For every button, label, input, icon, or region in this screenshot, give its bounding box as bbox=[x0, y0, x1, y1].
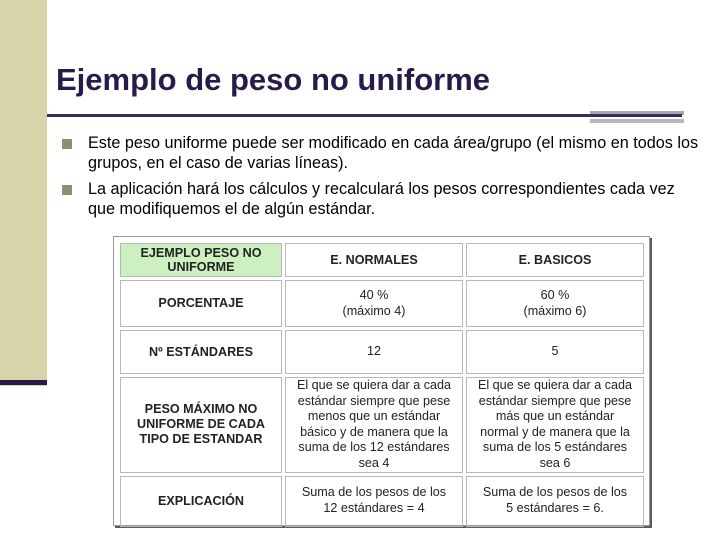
cell-line: 5 estándares = 6. bbox=[506, 501, 604, 516]
cell-line: 12 estándares = 4 bbox=[323, 501, 425, 516]
cell-line: básico y de manera que la bbox=[300, 424, 448, 439]
header-cell-basicos: E. BASICOS bbox=[466, 243, 644, 277]
row-label: PORCENTAJE bbox=[120, 280, 282, 327]
cell-line: suma de los 5 estándares bbox=[482, 440, 628, 455]
cell-line: suma de los 12 estándares bbox=[298, 440, 450, 455]
title-rule bbox=[47, 114, 682, 117]
bullet-item bbox=[62, 133, 702, 173]
cell-line: Suma de los pesos de los bbox=[482, 485, 628, 500]
slide-title: Ejemplo de peso no uniforme bbox=[56, 62, 491, 97]
cell-line: más que un estándar bbox=[495, 409, 615, 424]
cell-line: sea 6 bbox=[539, 455, 571, 470]
bullet-text: Este peso uniforme puede ser modificado en cada área/grupo (el mismo en todos los grupos, en el caso de varias líneas). bbox=[88, 134, 699, 172]
cell-line: 60 % bbox=[540, 287, 570, 302]
cell-basicos bbox=[466, 476, 644, 527]
cell-line: (máximo 6) bbox=[523, 303, 587, 318]
cell-line: Suma de los pesos de los bbox=[301, 485, 447, 500]
cell-line: (máximo 4) bbox=[342, 303, 406, 318]
cell-basicos bbox=[466, 377, 644, 473]
cell-line: estándar siempre que pese bbox=[478, 393, 632, 408]
row-label: PESO MÁXIMO NO UNIFORME DE CADA TIPO DE ESTANDAR bbox=[120, 377, 282, 473]
left-decor-band bbox=[0, 0, 47, 386]
bullet-list bbox=[62, 133, 702, 225]
table-row-estandares bbox=[120, 330, 644, 374]
table-row-peso-maximo bbox=[120, 377, 644, 473]
cell-normales bbox=[285, 476, 463, 527]
left-decor-line bbox=[0, 380, 47, 385]
bullet-text: La aplicación hará los cálculos y recalculará los pesos correspondientes cada vez que modifiquemos el de algún estándar. bbox=[88, 180, 675, 218]
cell-basicos: 5 bbox=[466, 330, 644, 374]
table-row-porcentaje bbox=[120, 280, 644, 327]
cell-line: El que se quiera dar a cada bbox=[477, 378, 633, 392]
cell-normales bbox=[285, 280, 463, 327]
bullet-item bbox=[62, 179, 702, 219]
header-cell-ejemplo: EJEMPLO PESO NO UNIFORME bbox=[120, 243, 282, 277]
table-row-explicacion bbox=[120, 476, 644, 527]
table-header-row bbox=[120, 243, 644, 277]
square-bullet-icon bbox=[62, 185, 72, 195]
cell-line: normal y de manera que la bbox=[480, 424, 630, 439]
cell-normales: 12 bbox=[285, 330, 463, 374]
cell-line: menos que un estándar bbox=[307, 409, 441, 424]
square-bullet-icon bbox=[62, 139, 72, 149]
row-label: Nº ESTÁNDARES bbox=[120, 330, 282, 374]
weights-table bbox=[117, 240, 647, 530]
cell-line: sea 4 bbox=[358, 455, 390, 470]
cell-normales bbox=[285, 377, 463, 473]
row-label: EXPLICACIÓN bbox=[120, 476, 282, 527]
cell-line: estándar siempre que pese bbox=[297, 393, 451, 408]
header-cell-normales: E. NORMALES bbox=[285, 243, 463, 277]
cell-line: 40 % bbox=[359, 287, 389, 302]
weights-table-frame bbox=[113, 236, 650, 526]
title-rule-accent-lower bbox=[590, 119, 684, 123]
cell-line: El que se quiera dar a cada bbox=[296, 378, 452, 392]
cell-basicos bbox=[466, 280, 644, 327]
